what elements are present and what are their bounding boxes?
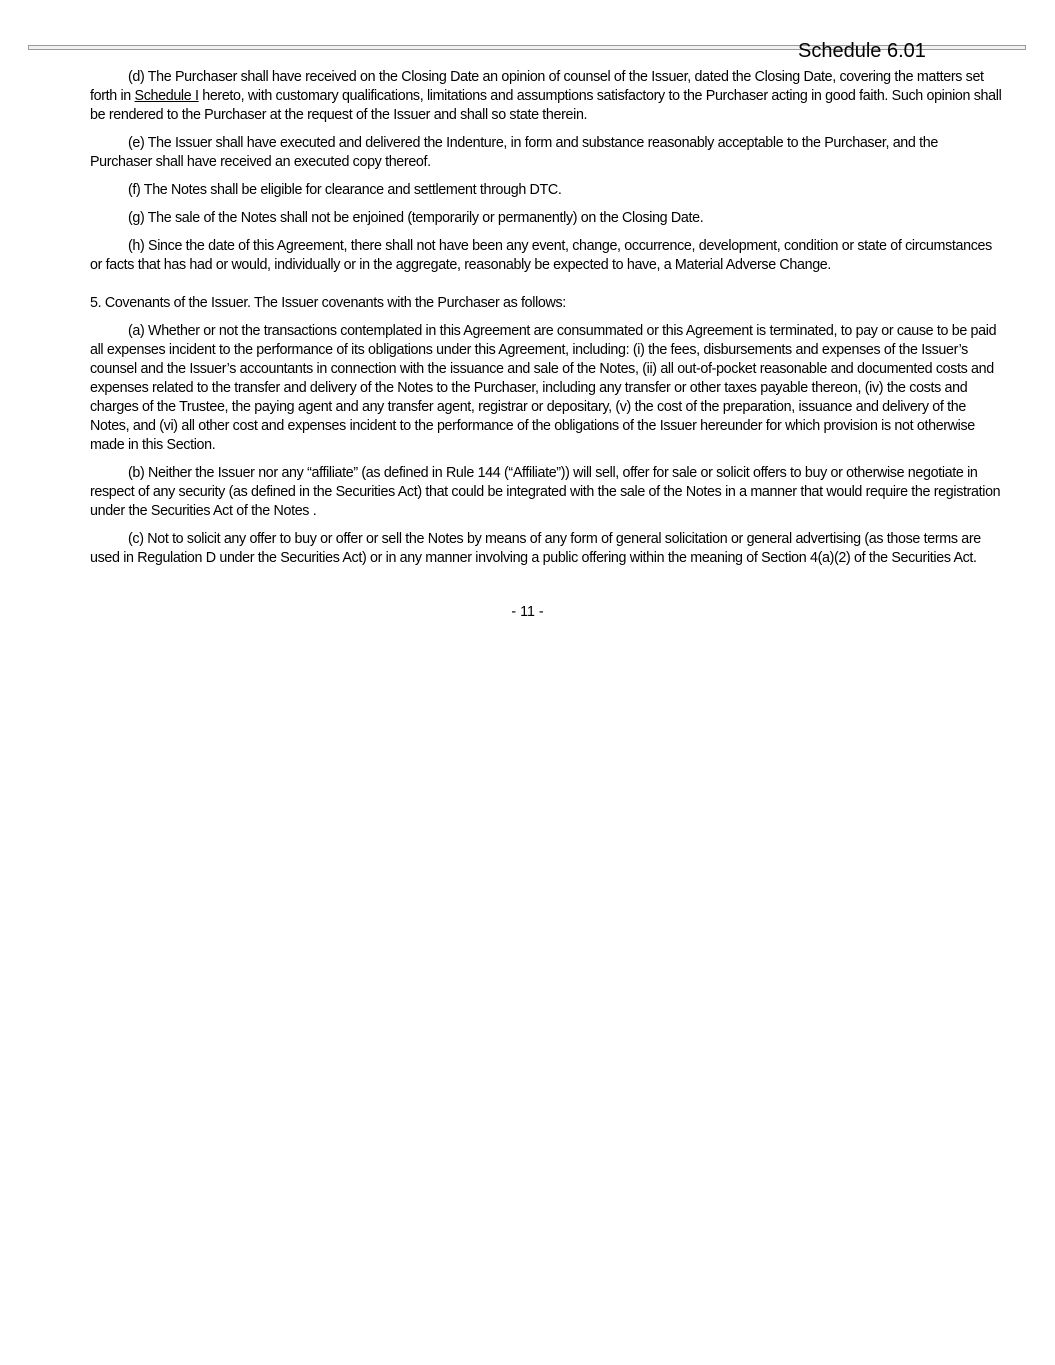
schedule-i-reference: Schedule I [134,88,199,104]
paragraph-d-text-after: hereto, with customary qualifications, limitations and assumptions satisfactory to the Purchaser acting in good faith. Such opinion shall be rendered to the Purchaser at the request of the Issuer and shall so state therein. [90,88,1002,123]
section-5-heading: 5. Covenants of the Issuer. The Issuer covenants with the Purchaser as follows: [90,295,566,311]
covenant-b: (b) Neither the Issuer nor any “affiliate” (as defined in Rule 144 (“Affiliate”)) will sell, offer for sale or solicit offers to buy or otherwise negotiate in respect of any security (as defined in the Securities Act) that could be integrated with the sale of the Notes in a manner that would require the registration under the Securities Act of the Notes . [90,465,1001,519]
covenant-a: (a) Whether or not the transactions contemplated in this Agreement are consummated or this Agreement is terminated, to pay or cause to be paid all expenses incident to the performance of its obligations under this Agreement, including: (i) the fees, disbursements and expenses of the Issuer’s counsel and the Issuer’s accountants in connection with the issuance and sale of the Notes, (ii) all out-of-pocket reasonable and documented costs and expenses related to the transfer and delivery of the Notes to the Purchaser, including any transfer or other taxes payable thereon, (iv) the costs and charges of the Trustee, the paying agent and any transfer agent, registrar or depositary, (v) the cost of the preparation, issuance and delivery of the Notes, and (vi) all other cost and expenses incident to the performance of the obligations of the Issuer hereunder for which provision is not otherwise made in this Section. [90,323,997,453]
page-number: - 11 - [511,604,544,620]
paragraph-g: (g) The sale of the Notes shall not be enjoined (temporarily or permanently) on the Closing Date. [128,210,704,226]
paragraph-d-text-before: (d) The Purchaser shall have received on the Closing Date an opinion of counsel of the Issuer, dated the Closing Date, covering the matters set forth in [90,69,984,104]
paragraph-f: (f) The Notes shall be eligible for clearance and settlement through DTC. [128,182,562,198]
paragraph-h: (h) Since the date of this Agreement, there shall not have been any event, change, occurrence, development, condition or state of circumstances or facts that has had or would, individually or in the aggregate, reasonably be expected to have, a Material Adverse Change. [90,238,992,273]
covenant-c: (c) Not to solicit any offer to buy or offer or sell the Notes by means of any form of general solicitation or general advertising (as those terms are used in Regulation D under the Securities Act) or in any manner involving a public offering within the meaning of Section 4(a)(2) of the Securities Act. [90,531,981,566]
schedule-label: Schedule 6.01 [798,40,926,62]
paragraph-d [90,68,1002,125]
document-body [90,68,1002,577]
paragraph-e: (e) The Issuer shall have executed and delivered the Indenture, in form and substance reasonably acceptable to the Purchaser, and the Purchaser shall have received an executed copy thereof. [90,135,938,170]
